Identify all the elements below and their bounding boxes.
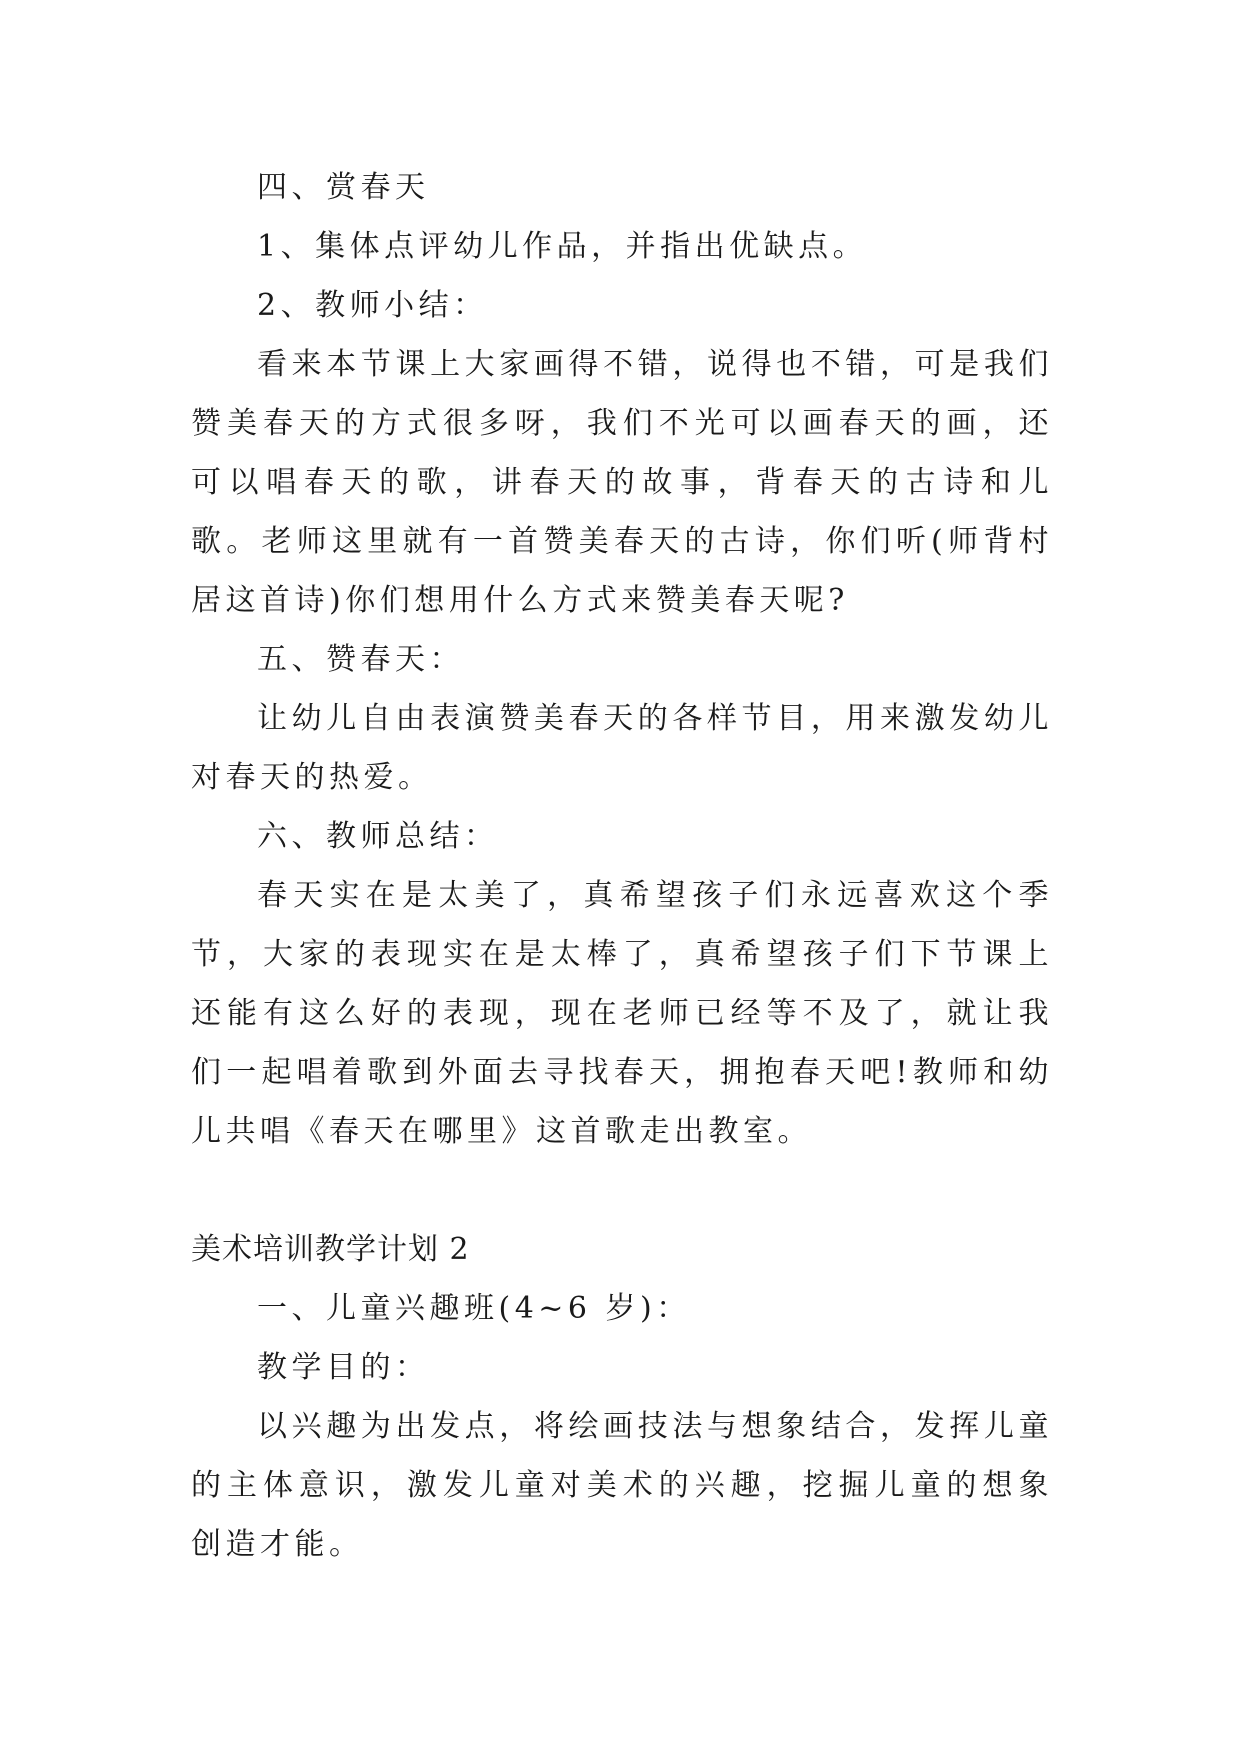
- heading-praise-spring: 五、赞春天：: [257, 642, 464, 677]
- step-1-group-review: 1、集体点评幼儿作品，并指出优缺点。: [257, 229, 868, 264]
- document-body: [191, 158, 1053, 1574]
- heading-teacher-conclusion: 六、教师总结：: [257, 819, 499, 854]
- heading-children-interest-class: 一、儿童兴趣班(4~6 岁)：: [257, 1291, 691, 1326]
- teaching-purpose-paragraph: 以兴趣为出发点，将绘画技法与想象结合，发挥儿童的主体意识，激发儿童对美术的兴趣，挖掘儿童的想象创造才能。: [191, 1409, 1053, 1562]
- step-2-teacher-summary: 2、教师小结：: [257, 288, 488, 323]
- heading-appreciate-spring: 四、赏春天: [257, 170, 430, 205]
- teacher-summary-paragraph: 看来本节课上大家画得不错，说得也不错，可是我们赞美春天的方式很多呀，我们不光可以画春天的画，还可以唱春天的歌，讲春天的故事，背春天的古诗和儿歌。老师这里就有一首赞美春天的古诗，你们听(师背村居这首诗)你们想用什么方式来赞美春天呢?: [191, 347, 1053, 618]
- teacher-conclusion-paragraph: 春天实在是太美了，真希望孩子们永远喜欢这个季节，大家的表现实在是太棒了，真希望孩子们下节课上还能有这么好的表现，现在老师已经等不及了，就让我们一起唱着歌到外面去寻找春天，拥抱春天吧!教师和幼儿共唱《春天在哪里》这首歌走出教室。: [191, 878, 1053, 1149]
- heading-teaching-purpose: 教学目的：: [257, 1350, 430, 1385]
- praise-spring-paragraph: 让幼儿自由表演赞美春天的各样节目，用来激发幼儿对春天的热爱。: [191, 701, 1053, 795]
- section-title: 美术培训教学计划 2: [191, 1232, 470, 1267]
